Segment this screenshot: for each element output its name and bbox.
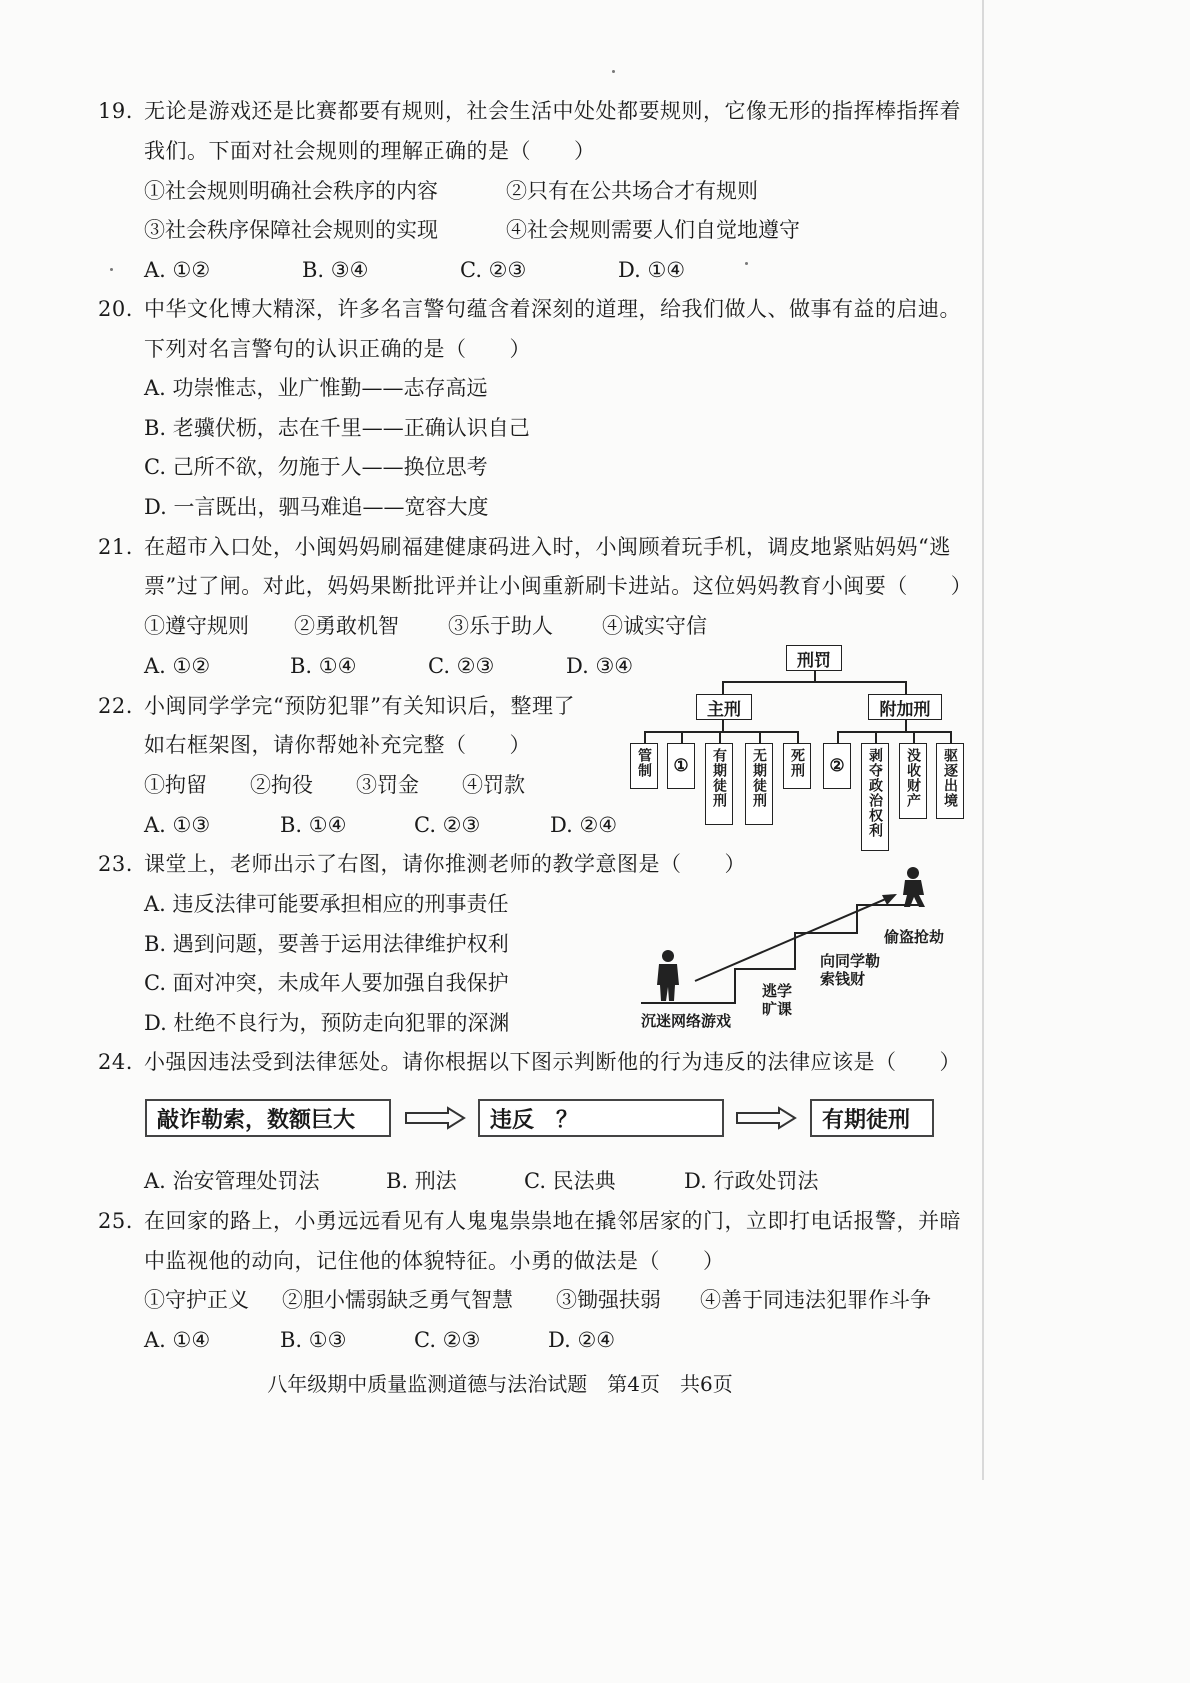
q24-choice-c: C. 民法典 [524,1169,616,1193]
q21-choice-b: B. ①④ [290,654,357,678]
q19-line2: 我们。下面对社会规则的理解正确的是（ ） [144,139,596,163]
tree-connector [722,681,724,694]
arrow-right-icon [735,1106,797,1130]
tree-leaf: 驱逐出境 [936,743,964,819]
tree-connector [913,731,915,743]
tree-connector [797,731,799,743]
q19-item: ④社会规则需要人们自觉地遵守 [506,218,800,242]
q25-item: ①守护正义 [144,1288,249,1312]
stair-label: 逃学旷课 [762,982,793,1018]
q19-line1: 无论是游戏还是比赛都要有规则，社会生活中处处都要规则，它像无形的指挥棒指挥着 [144,99,961,123]
q25-line2: 中监视他的动向，记住他的体貌特征。小勇的做法是（ ） [144,1249,725,1273]
tree-connector [814,671,816,681]
q19-choice-b: B. ③④ [302,258,369,282]
q21-line2: 票”过了闸。对此，妈妈果断批评并让小闽重新刷卡进站。这位妈妈教育小闽要（ ） [144,574,973,598]
stair-label: 向同学勒索钱财 [820,952,881,988]
tree-connector [719,731,721,743]
q21-choice-a: A. ①② [144,654,211,678]
tree-connector [722,681,906,683]
tree-leaf: 无期徒刑 [745,743,773,825]
tree-root: 刑罚 [786,645,842,671]
q21-line1: 在超市入口处，小闽妈妈刷福建健康码进入时，小闽顾着玩手机，调皮地紧贴妈妈“逃 [144,535,951,559]
q21-item: ①遵守规则 [144,614,249,638]
q25-choice-a: A. ①④ [144,1328,211,1352]
q24-number: 24. [98,1050,133,1074]
q22-stem [98,692,575,720]
tree-connector [759,731,761,743]
q23-option-a: A. 违反法律可能要承担相应的刑事责任 [144,892,509,916]
q20-stem [98,295,961,323]
flow-step-law: 违反 ？ [478,1099,724,1137]
q20-line1: 中华文化博大精深，许多名言警句蕴含着深刻的道理，给我们做人、做事有益的启迪。 [144,297,961,321]
q21-choice-c: C. ②③ [428,654,495,678]
q22-choice-b: B. ①④ [280,813,347,837]
tree-connector [837,731,951,733]
q22-choice-c: C. ②③ [414,813,481,837]
q23-number: 23. [98,852,133,876]
q25-choice-d: D. ②④ [548,1328,616,1352]
tree-leaf: 管制 [630,743,658,789]
tree-connector [875,731,877,743]
q25-number: 25. [98,1209,133,1233]
q25-item: ④善于同违法犯罪作斗争 [700,1288,931,1312]
scan-speck [612,70,615,73]
flow-step-act: 敲诈勒索，数额巨大 [145,1099,391,1137]
q19-choice-c: C. ②③ [460,258,527,282]
q22-line2: 如右框架图，请你帮她补充完整（ ） [144,733,531,757]
q22-item: ③罚金 [356,773,419,797]
q22-item: ④罚款 [462,773,525,797]
tree-additional: 附加刑 [868,694,942,720]
q20-option-c: C. 己所不欲，勿施于人——换位思考 [144,455,488,479]
q19-item: ③社会秩序保障社会规则的实现 [144,218,438,242]
q25-choice-c: C. ②③ [414,1328,481,1352]
stair-label: 沉迷网络游戏 [641,1012,732,1030]
q21-item: ③乐于助人 [448,614,553,638]
q25-line1: 在回家的路上，小勇远远看见有人鬼鬼祟祟地在撬邻居家的门，立即打电话报警，并暗 [144,1209,961,1233]
tree-connector [644,731,798,733]
q19-choice-a: A. ①② [144,258,211,282]
tree-main: 主刑 [696,694,752,720]
tree-connector [644,731,646,743]
q25-choice-b: B. ①③ [280,1328,347,1352]
q24-choice-a: A. 治安管理处罚法 [144,1169,320,1193]
stair-label: 偷盗抢劫 [884,928,945,946]
tree-leaf-blank: ① [667,743,695,789]
tree-connector [681,731,683,743]
tree-connector [722,720,724,731]
q21-number: 21. [98,535,133,559]
q22-number: 22. [98,694,133,718]
q23-line1: 课堂上，老师出示了右图，请你推测老师的教学意图是（ ） [144,852,746,876]
q25-stem [98,1207,961,1235]
page-footer: 八年级期中质量监测道德与法治试题 第4页 共6页 [267,1372,733,1396]
arrow-right-icon [404,1106,466,1130]
q25-item: ③锄强扶弱 [556,1288,661,1312]
q20-line2: 下列对名言警句的认识正确的是（ ） [144,337,531,361]
q19-number: 19. [98,99,133,123]
q24-choice-b: B. 刑法 [386,1169,457,1193]
q21-item: ④诚实守信 [602,614,707,638]
q22-item: ①拘留 [144,773,207,797]
page-edge-shadow [982,0,984,1480]
q20-option-a: A. 功崇惟志，业广惟勤——志存高远 [144,376,488,400]
q19-item: ①社会规则明确社会秩序的内容 [144,179,438,203]
q20-option-b: B. 老骥伏枥，志在千里——正确认识自己 [144,416,530,440]
q24-stem [98,1048,961,1076]
q19-item: ②只有在公共场合才有规则 [506,179,758,203]
tree-leaf: 死刑 [783,743,811,789]
scan-speck [745,262,748,265]
q23-option-b: B. 遇到问题，要善于运用法律维护权利 [144,932,509,956]
q22-line1: 小闽同学学完“预防犯罪”有关知识后，整理了 [144,694,575,718]
tree-connector [837,731,839,743]
tree-leaf: 有期徒刑 [705,743,733,825]
q23-option-d: D. 杜绝不良行为，预防走向犯罪的深渊 [144,1011,510,1035]
q24-line1: 小强因违法受到法律惩处。请你根据以下图示判断他的行为违反的法律应该是（ ） [144,1050,961,1074]
q20-option-d: D. 一言既出，驷马难追——宽容大度 [144,495,489,519]
q24-choice-d: D. 行政处罚法 [684,1169,819,1193]
q19-stem [98,97,961,125]
tree-connector [905,720,907,731]
q20-number: 20. [98,297,133,321]
q22-choice-d: D. ②④ [550,813,618,837]
tree-connector [950,731,952,743]
q22-choice-a: A. ①③ [144,813,211,837]
q25-item: ②胆小懦弱缺乏勇气智慧 [282,1288,513,1312]
tree-leaf: 没收财产 [899,743,927,819]
q21-stem [98,533,951,561]
tree-leaf-blank: ② [823,743,851,789]
q21-choice-d: D. ③④ [566,654,634,678]
tree-leaf: 剥夺政治权利 [861,743,889,851]
q19-choice-d: D. ①④ [618,258,686,282]
q23-option-c: C. 面对冲突，未成年人要加强自我保护 [144,971,509,995]
q21-item: ②勇敢机智 [294,614,399,638]
flow-step-penalty: 有期徒刑 [810,1099,934,1137]
q22-item: ②拘役 [250,773,313,797]
scan-speck [110,268,113,271]
tree-connector [905,681,907,694]
